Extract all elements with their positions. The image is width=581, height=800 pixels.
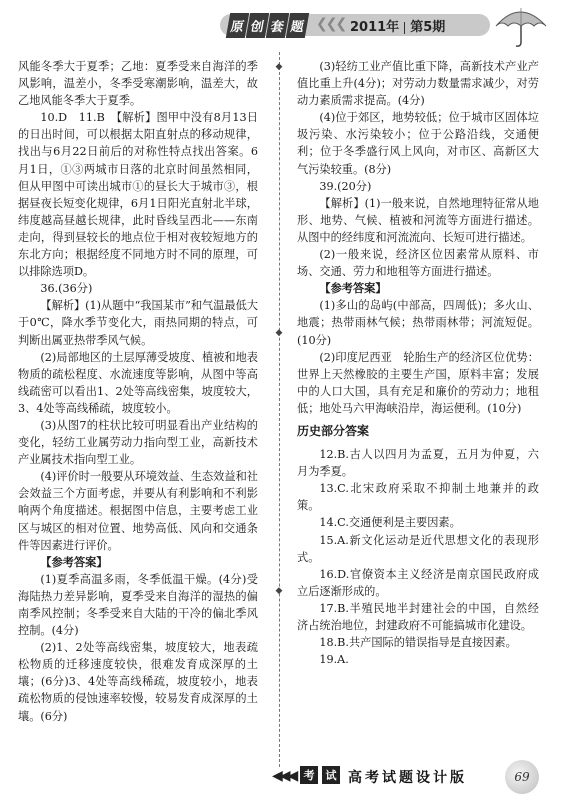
issue-info (350, 16, 445, 35)
brand-char: 题 (286, 13, 309, 38)
divider-dingbat: ◆ (275, 62, 283, 72)
paragraph: (1)多山的岛屿(中部高，四周低)；多火山、地震；热带雨林气候；热带雨林带；河流短促。(10分) (297, 299, 539, 347)
column-divider (279, 52, 280, 767)
answer-item: 19.A. (319, 653, 349, 667)
paragraph: (4)评价时一般要从环境效益、生态效益和社会效益三个方面考虑，并要从有利影响和不利影响两个角度描述。根据图中信息，主要考虑工业区与城区的相对位置、地势高低、风向和交通条件等因素进行评价。 (18, 470, 258, 552)
answer-item: 14.C.交通便利是主要因素。 (319, 516, 461, 530)
question-number: 39.(20分) (319, 179, 372, 193)
paragraph: (3)轻纺工业产值比重下降，高新技术产业产值比重上升(4分)；对劳动力数量需求减少，对劳动力素质需求提高。(4分) (297, 60, 539, 108)
paragraph: (1)夏季高温多雨，冬季低温干燥。(4分)受海陆热力差异影响，夏季受来自海洋的湿热的偏南季风控制；冬季受来自大陆的干冷的偏北季风控制。(4分) (18, 572, 258, 638)
answer-heading: 【参考答案】 (319, 282, 387, 296)
answer-heading: 【参考答案】 (40, 555, 108, 569)
question-number: 36.(36分) (40, 282, 93, 296)
answer-item: 16.D.官僚资本主义经济是南京国民政府成立后逐渐形成的。 (297, 567, 539, 598)
answer-item: 13.C.北宋政府采取不抑制土地兼并的政策。 (297, 482, 539, 513)
page-footer (0, 762, 581, 800)
paragraph: 10.D 11.B 【解析】图甲中没有8月13日的日出时间，可以根据太阳直射点的移动规律，找出与6月22日前后的对称性特点找出答案。6月1日，①③两城市日落的北京时间虽然相同，但从甲图中可读出城市①的昼长大于城市③，根据昼夜长短变化规律，6月1日阳光直射北半球，纬度越高昼越长规律，此时昏线呈西北——东南走向，得到昼较长的地点位于相对夜较短地方的东北方向；根据经度不同地方时不同的原理，可以排除选项D。 (18, 111, 258, 279)
divider-dingbat: ◆ (275, 328, 283, 338)
issue-year: 2011年 (350, 20, 400, 35)
chevron-left-icon: ◀◀◀ (272, 768, 296, 784)
footer-badge: 考 (300, 766, 318, 784)
page-header (0, 0, 581, 50)
section-title: 历史部分答案 (297, 423, 370, 438)
brand-char: 原 (226, 13, 249, 38)
paragraph: 风能冬季大于夏季；乙地：夏季受来自海洋的季风影响，温差小，冬季受寒潮影响，温差大，故乙地风能冬季大于夏季。 (18, 60, 258, 108)
right-column (297, 58, 539, 668)
brand-char: 创 (246, 13, 269, 38)
paragraph: (3)从图7的柱状比较可明显看出产业结构的变化，轻纺工业属劳动力指向型工业，高新技术产业属技术指向型工业。 (18, 418, 258, 467)
left-column (18, 58, 258, 725)
footer-badge: 试 (322, 766, 340, 784)
answer-item: 17.B.半殖民地半封建社会的中国，自然经济占统治地位，封建政府不可能搞城市化建设。 (297, 601, 539, 632)
paragraph: 【解析】(1)一般来说，自然地理特征常从地形、地势、气候、植被和河流等方面进行描述。从图中的经纬度和河流流向、长短可进行描述。 (297, 196, 539, 244)
divider-dingbat: ◆ (275, 586, 283, 596)
paragraph: 【解析】(1)从题中“我国某市”和气温最低大于0℃，降水季节变化大，雨热同期的特点，可判断出属亚热带季风气候。 (18, 299, 258, 347)
answer-item: 12.B.古人以四月为孟夏，五月为仲夏，六月为季夏。 (297, 448, 539, 479)
paragraph: (2)1、2处等高线密集，坡度较大，地表疏松物质的迁移速度较快，很难发育成深厚的土壤；(6分)3、4处等高线稀疏，坡度较小，地表疏松物质的侵蚀速率较慢，较易发育成深厚的土壤。(6分) (18, 641, 258, 723)
brand-logo (228, 12, 308, 38)
umbrella-icon (492, 2, 548, 48)
issue-number: 第5期 (410, 20, 446, 35)
answer-item: 15.A.新文化运动是近代思想文化的表现形式。 (297, 533, 539, 564)
paragraph: (2)一般来说，经济区位因素常从原料、市场、交通、劳力和地租等方面进行描述。 (297, 248, 539, 279)
page-number: 69 (514, 770, 530, 784)
paragraph: (4)位于郊区，地势较低；位于城市区固体垃圾污染、水污染较小；位于公路沿线，交通便利；位于冬季盛行风上风向，对市区、高新区大气污染较重。(8分) (297, 111, 539, 176)
brand-char: 套 (266, 13, 289, 38)
paragraph: (2)印度尼西亚 轮胎生产的经济区位优势：世界上天然橡胶的主要生产国，原料丰富；发展中的人口大国，具有充足和廉价的劳动力；地租低；地处马六甲海峡沿岸，海运便利。(10分) (297, 350, 539, 415)
chevron-left-icon: ❮❮❮ (316, 16, 346, 32)
paragraph: (2)局部地区的土层厚薄受坡度、植被和地表物质的疏松程度、水流速度等影响，从图中等高线疏密可以看出1、2处等高线密集，坡度较大，3、4处等高线稀疏，坡度较小。 (18, 350, 258, 415)
page-badge (505, 760, 539, 794)
footer-title: 高考试题设计版 (348, 770, 467, 786)
answer-item: 18.B.共产国际的错误指导是直接因素。 (319, 636, 517, 650)
